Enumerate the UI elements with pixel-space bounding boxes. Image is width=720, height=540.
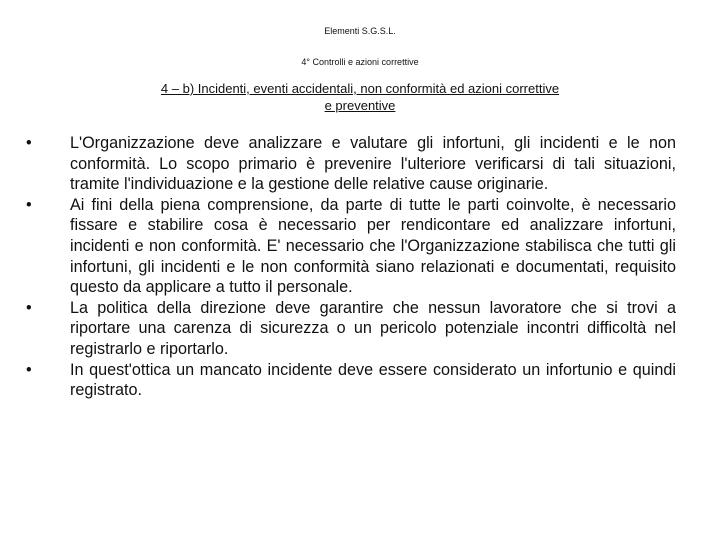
bullet-text: L'Organizzazione deve analizzare e valutare gli infortuni, gli incidenti e le non conformità. Lo scopo primario è prevenire l'ulteriore verificarsi di tali situazioni, tramite l'individuazione e la gestione delle relative cause originarie. xyxy=(70,134,676,194)
bullet-item xyxy=(26,298,676,360)
bullet-icon: • xyxy=(26,195,32,214)
bullet-item xyxy=(26,360,676,401)
bullet-icon: • xyxy=(26,298,32,317)
header-subtitle: 4° Controlli e azioni correttive xyxy=(301,57,419,67)
section-heading: 4 – b) Incidenti, eventi accidentali, non conformità ed azioni correttive e preventive xyxy=(160,81,560,113)
header-title: Elementi S.G.S.L. xyxy=(324,26,396,36)
bullet-list xyxy=(26,133,676,401)
bullet-icon: • xyxy=(26,134,32,152)
bullet-text: In quest'ottica un mancato incidente deve essere considerato un infortunio e quindi registrato. xyxy=(70,360,676,400)
bullet-item xyxy=(26,195,676,298)
bullet-icon: • xyxy=(26,360,32,379)
bullet-text: La politica della direzione deve garantire che nessun lavoratore che si trovi a riportare una carenza di sicurezza o un pericolo potenziale incontri difficoltà nel registrarlo e riportarlo. xyxy=(70,298,676,358)
bullet-text: Ai fini della piena comprensione, da parte di tutte le parti coinvolte, è necessario fissare e stabilire cosa è necessario per rendicontare ed analizzare infortuni, incidenti e non conformità. E' necessario che l'Organizzazione stabilisca che tutti gli infortuni, gli incidenti e le non conformità siano relazionati e documentati, requisito questo da applicare a tutto il personale. xyxy=(70,195,676,297)
bullet-item xyxy=(26,133,676,195)
